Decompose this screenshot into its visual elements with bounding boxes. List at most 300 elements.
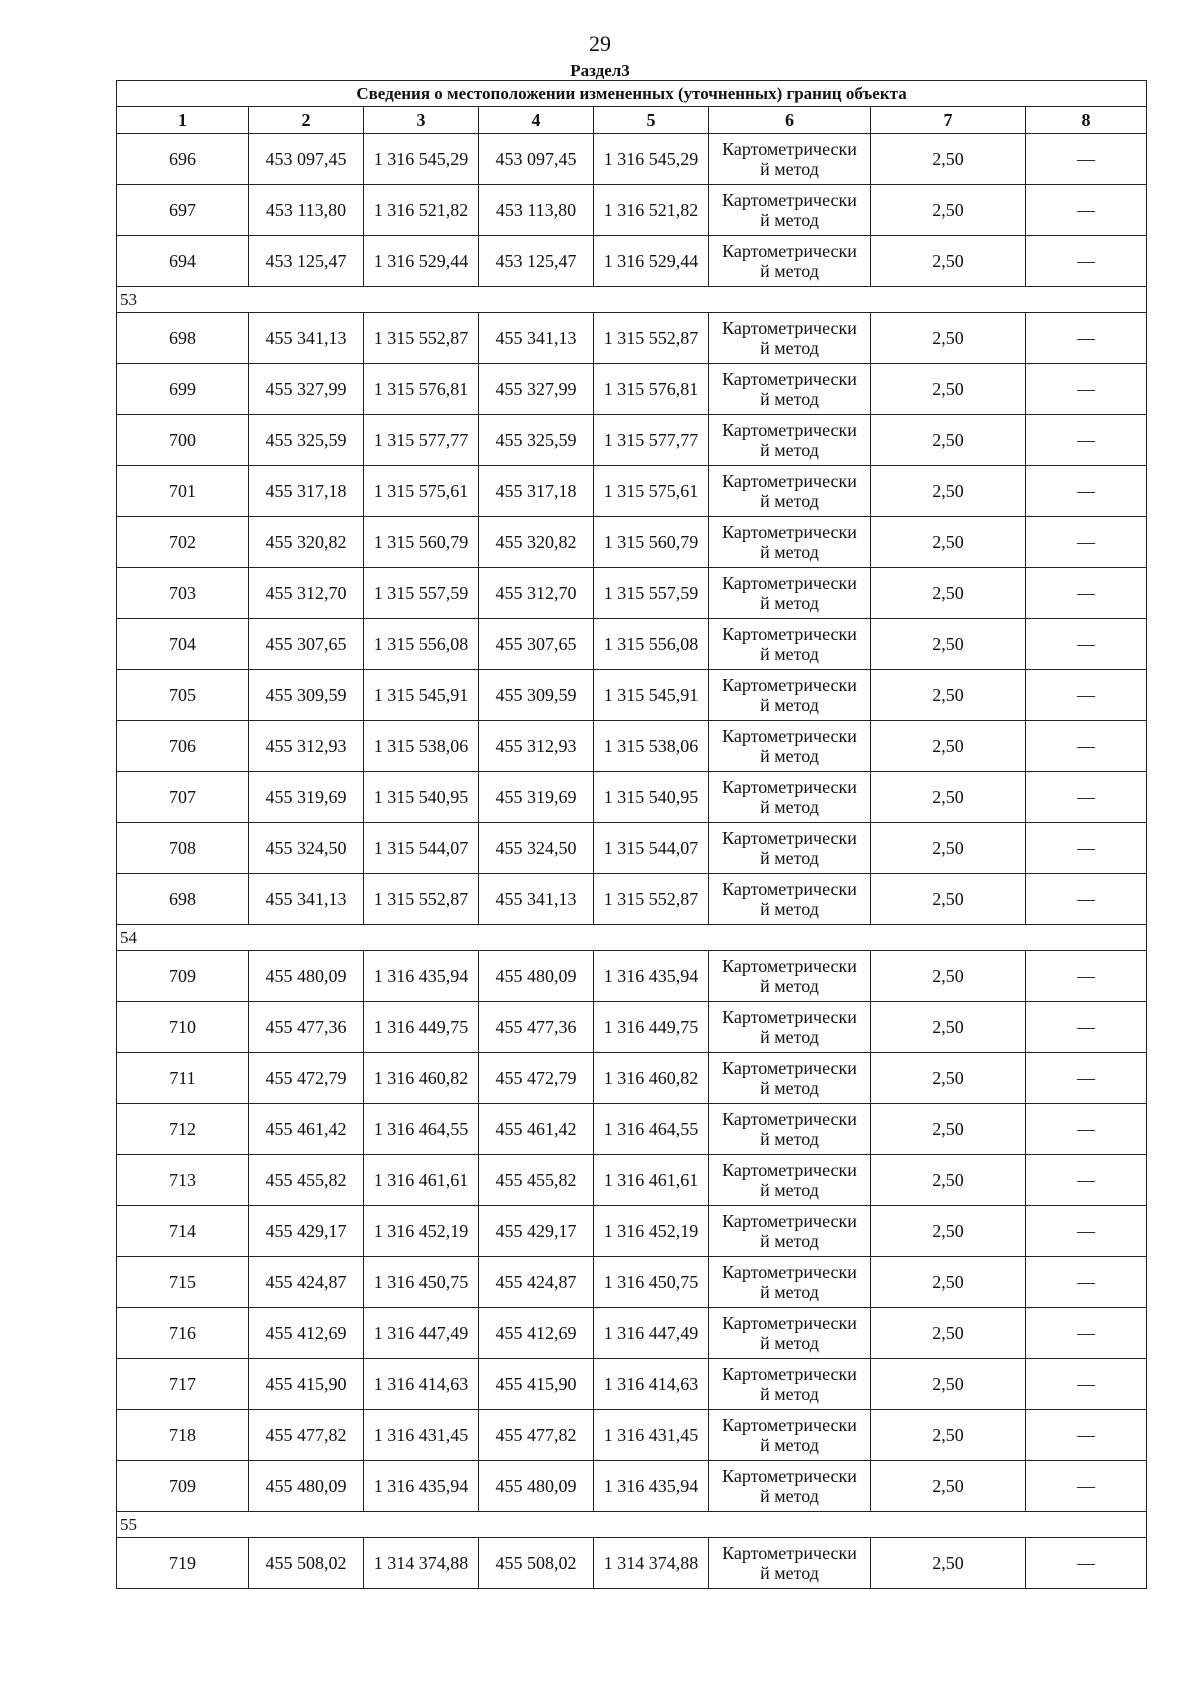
table-row [117,1053,1147,1104]
method-line-1: Картометрически [722,1058,857,1078]
method-line-1: Картометрически [722,420,857,440]
method-cell [709,134,871,185]
y-new: 1 316 461,61 [594,1155,709,1206]
y-new: 1 315 557,59 [594,568,709,619]
method-line-2: й метод [760,1027,819,1047]
y-new: 1 315 575,61 [594,466,709,517]
method-line-1: Картометрически [722,1313,857,1333]
method-line-2: й метод [760,848,819,868]
table-row [117,313,1147,364]
x-existing: 455 324,50 [249,823,364,874]
method-line-2: й метод [760,542,819,562]
method-line-1: Картометрически [722,241,857,261]
y-existing: 1 315 544,07 [364,823,479,874]
method-line-1: Картометрически [722,369,857,389]
table-row [117,466,1147,517]
accuracy-value: 2,50 [871,466,1026,517]
y-existing: 1 316 464,55 [364,1104,479,1155]
accuracy-value: 2,50 [871,874,1026,925]
method-line-2: й метод [760,1333,819,1353]
description-cell: — [1026,134,1147,185]
method-line-2: й метод [760,440,819,460]
y-existing: 1 316 452,19 [364,1206,479,1257]
table-row [117,1308,1147,1359]
y-existing: 1 316 431,45 [364,1410,479,1461]
y-new: 1 316 521,82 [594,185,709,236]
method-line-1: Картометрически [722,1364,857,1384]
point-number: 715 [117,1257,249,1308]
y-existing: 1 315 552,87 [364,313,479,364]
x-existing: 455 327,99 [249,364,364,415]
description-cell: — [1026,364,1147,415]
description-cell: — [1026,1461,1147,1512]
description-cell: — [1026,1359,1147,1410]
section-title: Раздел3 [570,61,630,80]
method-cell [709,874,871,925]
x-new: 455 324,50 [479,823,594,874]
x-existing: 455 477,36 [249,1002,364,1053]
x-existing: 455 325,59 [249,415,364,466]
y-existing: 1 316 545,29 [364,134,479,185]
point-number: 707 [117,772,249,823]
x-new: 455 341,13 [479,874,594,925]
x-existing: 455 508,02 [249,1538,364,1589]
x-existing: 455 455,82 [249,1155,364,1206]
y-existing: 1 315 545,91 [364,670,479,721]
page-number: 29 [589,31,611,56]
description-cell: — [1026,236,1147,287]
y-new: 1 315 552,87 [594,313,709,364]
x-existing: 453 097,45 [249,134,364,185]
y-new: 1 314 374,88 [594,1538,709,1589]
accuracy-value: 2,50 [871,1053,1026,1104]
method-line-2: й метод [760,1384,819,1404]
x-new: 455 424,87 [479,1257,594,1308]
point-number: 696 [117,134,249,185]
y-existing: 1 315 557,59 [364,568,479,619]
method-line-1: Картометрически [722,1262,857,1282]
table-row [117,721,1147,772]
method-cell [709,721,871,772]
y-existing: 1 316 447,49 [364,1308,479,1359]
method-cell [709,185,871,236]
y-existing: 1 316 435,94 [364,1461,479,1512]
accuracy-value: 2,50 [871,721,1026,772]
y-new: 1 316 435,94 [594,1461,709,1512]
table-row [117,415,1147,466]
column-number-2: 2 [249,107,364,134]
y-existing: 1 316 414,63 [364,1359,479,1410]
description-cell: — [1026,1410,1147,1461]
accuracy-value: 2,50 [871,951,1026,1002]
accuracy-value: 2,50 [871,364,1026,415]
method-line-1: Картометрически [722,573,857,593]
column-number-3: 3 [364,107,479,134]
y-existing: 1 315 538,06 [364,721,479,772]
method-line-2: й метод [760,159,819,179]
description-cell: — [1026,1002,1147,1053]
point-number: 714 [117,1206,249,1257]
table-row [117,1359,1147,1410]
point-number: 706 [117,721,249,772]
description-cell: — [1026,185,1147,236]
x-new: 455 415,90 [479,1359,594,1410]
method-line-2: й метод [760,1282,819,1302]
y-new: 1 316 447,49 [594,1308,709,1359]
x-existing: 455 341,13 [249,874,364,925]
y-existing: 1 316 449,75 [364,1002,479,1053]
method-line-1: Картометрически [722,828,857,848]
group-row [117,1512,1147,1538]
y-existing: 1 316 461,61 [364,1155,479,1206]
point-number: 708 [117,823,249,874]
x-new: 455 477,36 [479,1002,594,1053]
x-new: 455 317,18 [479,466,594,517]
x-existing: 455 429,17 [249,1206,364,1257]
group-label: 54 [117,925,1147,951]
method-line-2: й метод [760,210,819,230]
table-row [117,1257,1147,1308]
accuracy-value: 2,50 [871,619,1026,670]
table-caption: Сведения о местоположении измененных (уточненных) границ объекта [117,81,1147,107]
point-number: 712 [117,1104,249,1155]
method-line-2: й метод [760,1129,819,1149]
x-existing: 455 312,70 [249,568,364,619]
x-existing: 455 461,42 [249,1104,364,1155]
accuracy-value: 2,50 [871,1538,1026,1589]
column-number-8: 8 [1026,107,1147,134]
x-new: 455 319,69 [479,772,594,823]
x-new: 455 325,59 [479,415,594,466]
accuracy-value: 2,50 [871,1461,1026,1512]
y-new: 1 316 414,63 [594,1359,709,1410]
point-number: 704 [117,619,249,670]
method-cell [709,670,871,721]
x-new: 455 480,09 [479,951,594,1002]
table-row [117,568,1147,619]
table-row [117,517,1147,568]
point-number: 698 [117,874,249,925]
y-existing: 1 316 529,44 [364,236,479,287]
x-existing: 455 317,18 [249,466,364,517]
point-number: 710 [117,1002,249,1053]
point-number: 717 [117,1359,249,1410]
point-number: 713 [117,1155,249,1206]
table-row [117,823,1147,874]
method-cell [709,1410,871,1461]
x-existing: 455 480,09 [249,1461,364,1512]
method-line-1: Картометрически [722,318,857,338]
y-existing: 1 316 435,94 [364,951,479,1002]
method-cell [709,1257,871,1308]
method-line-1: Картометрически [722,522,857,542]
accuracy-value: 2,50 [871,1257,1026,1308]
group-row [117,925,1147,951]
description-cell: — [1026,670,1147,721]
description-cell: — [1026,772,1147,823]
y-new: 1 315 552,87 [594,874,709,925]
y-existing: 1 316 460,82 [364,1053,479,1104]
table-caption-row [117,81,1147,107]
accuracy-value: 2,50 [871,134,1026,185]
x-new: 455 312,93 [479,721,594,772]
method-line-1: Картометрически [722,1109,857,1129]
table-row [117,1155,1147,1206]
column-number-row [117,107,1147,134]
method-cell [709,466,871,517]
table-row [117,772,1147,823]
y-existing: 1 316 450,75 [364,1257,479,1308]
accuracy-value: 2,50 [871,772,1026,823]
description-cell: — [1026,1206,1147,1257]
table-body [117,134,1147,1589]
method-line-1: Картометрически [722,675,857,695]
description-cell: — [1026,721,1147,772]
point-number: 699 [117,364,249,415]
x-new: 453 113,80 [479,185,594,236]
accuracy-value: 2,50 [871,1002,1026,1053]
method-line-1: Картометрически [722,1160,857,1180]
table-row [117,619,1147,670]
method-line-2: й метод [760,797,819,817]
x-existing: 455 309,59 [249,670,364,721]
method-cell [709,772,871,823]
group-row [117,287,1147,313]
point-number: 694 [117,236,249,287]
table-row [117,951,1147,1002]
group-label: 53 [117,287,1147,313]
description-cell: — [1026,951,1147,1002]
table-row [117,134,1147,185]
method-cell [709,1538,871,1589]
y-existing: 1 315 556,08 [364,619,479,670]
y-existing: 1 316 521,82 [364,185,479,236]
y-existing: 1 315 575,61 [364,466,479,517]
description-cell: — [1026,823,1147,874]
description-cell: — [1026,313,1147,364]
method-line-1: Картометрически [722,1415,857,1435]
y-new: 1 315 545,91 [594,670,709,721]
method-line-1: Картометрически [722,956,857,976]
description-cell: — [1026,415,1147,466]
point-number: 719 [117,1538,249,1589]
point-number: 718 [117,1410,249,1461]
column-number-4: 4 [479,107,594,134]
y-existing: 1 315 540,95 [364,772,479,823]
method-cell [709,1002,871,1053]
method-line-2: й метод [760,491,819,511]
method-cell [709,951,871,1002]
accuracy-value: 2,50 [871,670,1026,721]
y-new: 1 316 431,45 [594,1410,709,1461]
point-number: 700 [117,415,249,466]
x-existing: 453 125,47 [249,236,364,287]
point-number: 709 [117,951,249,1002]
y-existing: 1 315 552,87 [364,874,479,925]
table-row [117,1002,1147,1053]
description-cell: — [1026,1155,1147,1206]
method-line-1: Картометрически [722,879,857,899]
accuracy-value: 2,50 [871,1308,1026,1359]
point-number: 705 [117,670,249,721]
x-new: 455 309,59 [479,670,594,721]
x-existing: 455 341,13 [249,313,364,364]
method-line-2: й метод [760,899,819,919]
description-cell: — [1026,1308,1147,1359]
y-existing: 1 314 374,88 [364,1538,479,1589]
point-number: 701 [117,466,249,517]
x-new: 455 320,82 [479,517,594,568]
y-new: 1 315 577,77 [594,415,709,466]
table-row [117,364,1147,415]
method-line-2: й метод [760,644,819,664]
method-line-1: Картометрически [722,624,857,644]
x-existing: 453 113,80 [249,185,364,236]
x-existing: 455 415,90 [249,1359,364,1410]
description-cell: — [1026,874,1147,925]
y-new: 1 316 449,75 [594,1002,709,1053]
method-cell [709,364,871,415]
x-new: 455 480,09 [479,1461,594,1512]
point-number: 698 [117,313,249,364]
method-cell [709,1206,871,1257]
table-row [117,874,1147,925]
method-cell [709,1461,871,1512]
accuracy-value: 2,50 [871,1104,1026,1155]
y-new: 1 316 452,19 [594,1206,709,1257]
x-new: 455 412,69 [479,1308,594,1359]
method-line-1: Картометрически [722,777,857,797]
y-new: 1 315 544,07 [594,823,709,874]
y-new: 1 316 529,44 [594,236,709,287]
x-new: 455 429,17 [479,1206,594,1257]
y-existing: 1 315 577,77 [364,415,479,466]
method-cell [709,1308,871,1359]
method-cell [709,568,871,619]
y-new: 1 315 576,81 [594,364,709,415]
method-line-2: й метод [760,593,819,613]
method-line-1: Картометрически [722,1007,857,1027]
table-row [117,1206,1147,1257]
table-row [117,1538,1147,1589]
description-cell: — [1026,517,1147,568]
description-cell: — [1026,1257,1147,1308]
method-cell [709,415,871,466]
method-cell [709,1359,871,1410]
x-existing: 455 320,82 [249,517,364,568]
y-new: 1 315 540,95 [594,772,709,823]
y-new: 1 315 560,79 [594,517,709,568]
method-cell [709,1053,871,1104]
method-line-1: Картометрически [722,726,857,746]
accuracy-value: 2,50 [871,185,1026,236]
column-number-5: 5 [594,107,709,134]
method-line-2: й метод [760,261,819,281]
method-line-2: й метод [760,1231,819,1251]
x-new: 455 472,79 [479,1053,594,1104]
column-number-7: 7 [871,107,1026,134]
method-line-2: й метод [760,1563,819,1583]
x-existing: 455 480,09 [249,951,364,1002]
y-new: 1 315 538,06 [594,721,709,772]
method-line-2: й метод [760,338,819,358]
method-line-1: Картометрически [722,1466,857,1486]
method-line-2: й метод [760,695,819,715]
boundary-coordinates-table [116,80,1147,1589]
x-new: 453 125,47 [479,236,594,287]
accuracy-value: 2,50 [871,236,1026,287]
description-cell: — [1026,568,1147,619]
accuracy-value: 2,50 [871,1359,1026,1410]
description-cell: — [1026,466,1147,517]
x-existing: 455 424,87 [249,1257,364,1308]
x-new: 455 307,65 [479,619,594,670]
method-line-2: й метод [760,389,819,409]
x-new: 455 341,13 [479,313,594,364]
y-new: 1 316 450,75 [594,1257,709,1308]
table-row [117,1104,1147,1155]
accuracy-value: 2,50 [871,823,1026,874]
point-number: 716 [117,1308,249,1359]
description-cell: — [1026,1053,1147,1104]
x-existing: 455 312,93 [249,721,364,772]
column-number-6: 6 [709,107,871,134]
x-new: 455 312,70 [479,568,594,619]
accuracy-value: 2,50 [871,1155,1026,1206]
description-cell: — [1026,1538,1147,1589]
method-line-2: й метод [760,1435,819,1455]
accuracy-value: 2,50 [871,1410,1026,1461]
point-number: 711 [117,1053,249,1104]
group-label: 55 [117,1512,1147,1538]
method-cell [709,1104,871,1155]
y-existing: 1 315 576,81 [364,364,479,415]
accuracy-value: 2,50 [871,313,1026,364]
y-new: 1 316 464,55 [594,1104,709,1155]
method-line-2: й метод [760,976,819,996]
description-cell: — [1026,619,1147,670]
x-new: 455 477,82 [479,1410,594,1461]
column-number-1: 1 [117,107,249,134]
method-line-2: й метод [760,746,819,766]
x-existing: 455 477,82 [249,1410,364,1461]
accuracy-value: 2,50 [871,568,1026,619]
method-line-2: й метод [760,1180,819,1200]
method-line-1: Картометрически [722,471,857,491]
table-row [117,1461,1147,1512]
method-line-2: й метод [760,1486,819,1506]
point-number: 709 [117,1461,249,1512]
table-row [117,236,1147,287]
point-number: 697 [117,185,249,236]
method-cell [709,313,871,364]
method-line-1: Картометрически [722,1211,857,1231]
accuracy-value: 2,50 [871,415,1026,466]
method-cell [709,1155,871,1206]
method-cell [709,823,871,874]
y-new: 1 316 460,82 [594,1053,709,1104]
table-row [117,185,1147,236]
method-line-1: Картометрически [722,1543,857,1563]
x-new: 455 461,42 [479,1104,594,1155]
x-existing: 455 472,79 [249,1053,364,1104]
method-line-2: й метод [760,1078,819,1098]
table-row [117,1410,1147,1461]
y-new: 1 316 545,29 [594,134,709,185]
accuracy-value: 2,50 [871,517,1026,568]
y-new: 1 316 435,94 [594,951,709,1002]
description-cell: — [1026,1104,1147,1155]
